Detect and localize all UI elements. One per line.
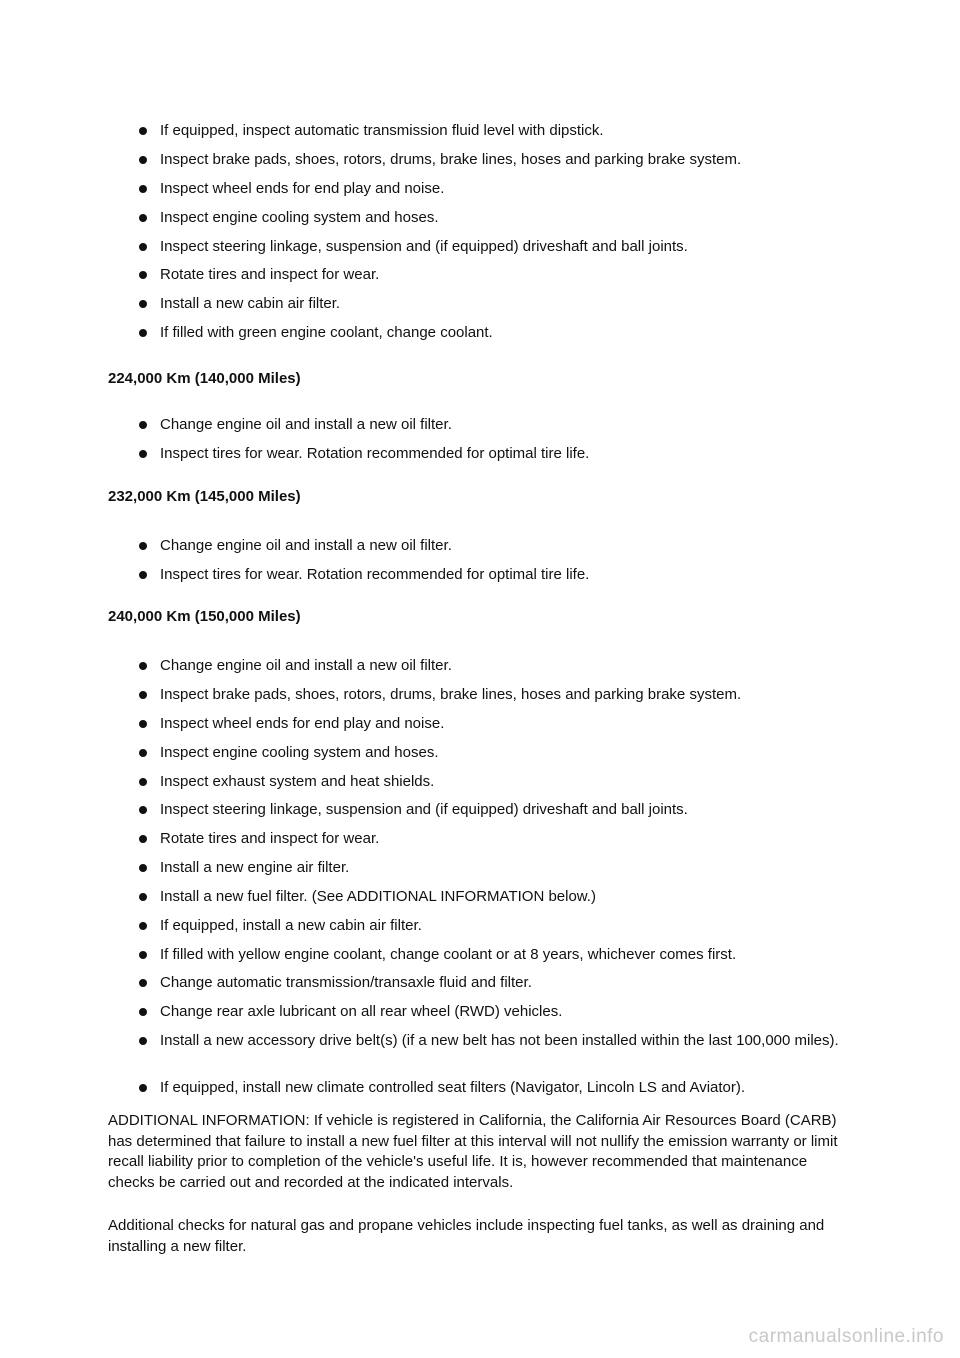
bullet-icon bbox=[139, 720, 147, 728]
list-item-text: Inspect tires for wear. Rotation recommended for optimal tire life. bbox=[160, 445, 590, 462]
list-item bbox=[139, 656, 859, 676]
list-item-text: Inspect wheel ends for end play and noise. bbox=[160, 715, 445, 732]
list-item bbox=[139, 973, 859, 993]
list-item bbox=[139, 415, 859, 435]
section-heading-240k: 240,000 Km (150,000 Miles) bbox=[108, 608, 301, 625]
bullet-icon bbox=[139, 542, 147, 550]
bullet-icon bbox=[139, 951, 147, 959]
watermark: carmanualsonline.info bbox=[748, 1326, 944, 1347]
list-item-text: Inspect engine cooling system and hoses. bbox=[160, 209, 439, 226]
list-item-text: Inspect brake pads, shoes, rotors, drums, brake lines, hoses and parking brake system. bbox=[160, 151, 742, 168]
list-item bbox=[139, 772, 859, 792]
list-item bbox=[139, 444, 859, 464]
additional-checks-paragraph: Additional checks for natural gas and propane vehicles include inspecting fuel tanks, as well as draining and installing a new filter. bbox=[108, 1217, 825, 1255]
list-item-text: Inspect engine cooling system and hoses. bbox=[160, 744, 439, 761]
bullet-icon bbox=[139, 243, 147, 251]
list-item-text: Change engine oil and install a new oil filter. bbox=[160, 537, 452, 554]
list-item bbox=[139, 1031, 859, 1051]
bullet-icon bbox=[139, 214, 147, 222]
list-item bbox=[139, 916, 859, 936]
list-item bbox=[139, 800, 859, 820]
list-item-text: If equipped, inspect automatic transmission fluid level with dipstick. bbox=[160, 122, 604, 139]
bullet-icon bbox=[139, 300, 147, 308]
bullet-icon bbox=[139, 864, 147, 872]
list-item-text: If equipped, install new climate controlled seat filters (Navigator, Lincoln LS and Aviator). bbox=[160, 1079, 746, 1096]
list-item-text: Inspect exhaust system and heat shields. bbox=[160, 773, 435, 790]
bullet-icon bbox=[139, 271, 147, 279]
bullet-icon bbox=[139, 979, 147, 987]
list-item bbox=[139, 1002, 859, 1022]
list-item-text: Inspect steering linkage, suspension and (if equipped) driveshaft and ball joints. bbox=[160, 801, 688, 818]
list-item-text: Rotate tires and inspect for wear. bbox=[160, 266, 380, 283]
list-item-text: Install a new accessory drive belt(s) (if a new belt has not been installed within the last 100,000 miles). bbox=[160, 1032, 839, 1049]
list-item bbox=[139, 179, 859, 199]
list-item-text: Install a new cabin air filter. bbox=[160, 295, 341, 312]
list-item bbox=[139, 714, 859, 734]
list-item-text: Change automatic transmission/transaxle fluid and filter. bbox=[160, 974, 532, 991]
bullet-icon bbox=[139, 571, 147, 579]
list-item bbox=[139, 121, 859, 141]
list-item-text: Rotate tires and inspect for wear. bbox=[160, 830, 380, 847]
list-item bbox=[139, 1078, 859, 1098]
list-item-text: Install a new engine air filter. bbox=[160, 859, 350, 876]
list-item bbox=[139, 887, 859, 907]
list-item-text: Inspect steering linkage, suspension and (if equipped) driveshaft and ball joints. bbox=[160, 238, 688, 255]
bullet-icon bbox=[139, 127, 147, 135]
list-item bbox=[139, 743, 859, 763]
bullet-icon bbox=[139, 922, 147, 930]
bullet-icon bbox=[139, 1084, 147, 1092]
list-item bbox=[139, 294, 859, 314]
bullet-icon bbox=[139, 806, 147, 814]
bullet-icon bbox=[139, 156, 147, 164]
bullet-icon bbox=[139, 329, 147, 337]
list-item bbox=[139, 858, 859, 878]
list-item bbox=[139, 265, 859, 285]
section-heading-232k: 232,000 Km (145,000 Miles) bbox=[108, 488, 301, 505]
list-item bbox=[139, 208, 859, 228]
list-item-text: If filled with yellow engine coolant, change coolant or at 8 years, whichever comes first. bbox=[160, 946, 737, 963]
list-item bbox=[139, 536, 859, 556]
list-item-text: If filled with green engine coolant, change coolant. bbox=[160, 324, 493, 341]
bullet-icon bbox=[139, 835, 147, 843]
list-item-text: Inspect wheel ends for end play and noise. bbox=[160, 180, 445, 197]
bullet-icon bbox=[139, 691, 147, 699]
bullet-icon bbox=[139, 185, 147, 193]
bullet-icon bbox=[139, 1008, 147, 1016]
list-item bbox=[139, 565, 859, 585]
section-heading-224k: 224,000 Km (140,000 Miles) bbox=[108, 370, 301, 387]
bullet-icon bbox=[139, 778, 147, 786]
list-item-text: If equipped, install a new cabin air filter. bbox=[160, 917, 422, 934]
list-item-text: Inspect tires for wear. Rotation recommended for optimal tire life. bbox=[160, 566, 590, 583]
additional-information-paragraph: ADDITIONAL INFORMATION: If vehicle is registered in California, the California Air Resources Board (CARB) has determined that failure to install a new fuel filter at this interval will not nullify the emission warranty or limit recall liability prior to completion of the vehicle's useful life. It is, however recommended that maintenance checks be carried out and recorded at the indicated intervals. bbox=[108, 1112, 838, 1191]
list-item bbox=[139, 323, 859, 343]
bullet-icon bbox=[139, 893, 147, 901]
list-item bbox=[139, 829, 859, 849]
bullet-icon bbox=[139, 1037, 147, 1045]
list-item-text: Change engine oil and install a new oil filter. bbox=[160, 416, 452, 433]
bullet-icon bbox=[139, 662, 147, 670]
list-item bbox=[139, 237, 859, 257]
list-item-text: Change engine oil and install a new oil filter. bbox=[160, 657, 452, 674]
bullet-icon bbox=[139, 450, 147, 458]
list-item bbox=[139, 685, 859, 705]
list-item-text: Install a new fuel filter. (See ADDITIONAL INFORMATION below.) bbox=[160, 888, 596, 905]
list-item-text: Change rear axle lubricant on all rear wheel (RWD) vehicles. bbox=[160, 1003, 563, 1020]
list-item bbox=[139, 945, 859, 965]
list-item bbox=[139, 150, 859, 170]
bullet-icon bbox=[139, 421, 147, 429]
bullet-icon bbox=[139, 749, 147, 757]
list-item-text: Inspect brake pads, shoes, rotors, drums, brake lines, hoses and parking brake system. bbox=[160, 686, 742, 703]
